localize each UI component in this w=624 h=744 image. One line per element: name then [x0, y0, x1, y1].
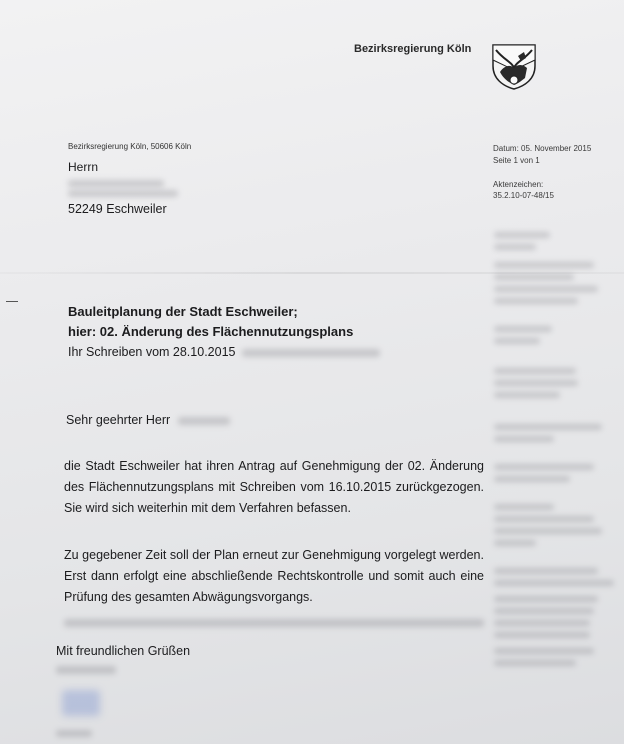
redacted-contact-block	[494, 464, 594, 470]
redacted-contact-block	[494, 286, 598, 292]
redacted-contact-block	[494, 274, 574, 280]
recipient-city: 52249 Eschweiler	[68, 202, 167, 216]
redacted-recipient-street	[68, 190, 178, 197]
coat-of-arms-icon	[490, 42, 538, 90]
page-count: Seite 1 von 1	[493, 156, 540, 165]
return-address: Bezirksregierung Köln, 50606 Köln	[68, 142, 192, 151]
redacted-contact-block	[494, 232, 550, 238]
body-paragraph-2: Zu gegebener Zeit soll der Plan erneut zur Genehmigung vorgelegt werden. Erst dann erfolgt eine abschließende Rechtskontrolle und somit auch eine Prüfung des gesamten Abwägungsvorgangs.	[64, 548, 484, 604]
redacted-contact-block	[494, 368, 576, 374]
redacted-contact-block	[494, 262, 594, 268]
subject-line-2: hier: 02. Änderung des Flächennutzungsplans	[68, 324, 354, 339]
redacted-contact-block	[494, 596, 598, 602]
redacted-contact-block	[494, 504, 554, 510]
file-number: 35.2.10-07-48/15	[493, 191, 554, 200]
redacted-recipient-name	[68, 180, 164, 187]
redacted-contact-block	[494, 424, 602, 430]
redacted-contact-block	[494, 620, 590, 626]
redacted-contact-block	[494, 476, 570, 482]
fold-mark	[6, 301, 18, 302]
reference-line: Ihr Schreiben vom 28.10.2015	[68, 345, 236, 359]
body-paragraph-1: die Stadt Eschweiler hat ihren Antrag auf Genehmigung der 02. Änderung des Flächennutzungsplans mit Schreiben vom 16.10.2015 zurückgezogen. Sie wird sich weiterhin mit dem Verfahren befassen.	[64, 459, 484, 515]
redacted-contact-block	[494, 648, 594, 654]
subject-line-1: Bauleitplanung der Stadt Eschweiler;	[68, 304, 298, 319]
sender-name: Bezirksregierung Köln	[354, 43, 472, 55]
redacted-contact-block	[494, 608, 594, 614]
redacted-reference-detail	[242, 349, 380, 357]
redacted-contact-block	[494, 436, 554, 442]
redacted-contact-block	[494, 380, 578, 386]
recipient-salutation: Herrn	[68, 160, 99, 174]
redacted-body-line	[64, 619, 484, 627]
salutation: Sehr geehrter Herr	[66, 413, 171, 427]
redacted-contact-block	[494, 392, 560, 398]
redacted-signatory-name	[56, 730, 92, 737]
closing-phrase: Mit freundlichen Grüßen	[56, 644, 191, 658]
redacted-contact-block	[494, 244, 536, 250]
redacted-contact-block	[494, 516, 594, 522]
redacted-contact-block	[494, 326, 552, 332]
redacted-signatory-line	[56, 666, 116, 674]
redacted-contact-block	[494, 580, 614, 586]
redacted-contact-block	[494, 338, 540, 344]
redacted-contact-block	[494, 660, 576, 666]
redacted-contact-block	[494, 632, 590, 638]
redacted-recipient-surname	[178, 417, 230, 425]
signature	[62, 690, 100, 716]
file-number-label: Aktenzeichen:	[493, 180, 544, 189]
letter-date: Datum: 05. November 2015	[493, 144, 592, 153]
redacted-contact-block	[494, 298, 578, 304]
redacted-contact-block	[494, 528, 602, 534]
redacted-contact-block	[494, 540, 536, 546]
redacted-contact-block	[494, 568, 598, 574]
